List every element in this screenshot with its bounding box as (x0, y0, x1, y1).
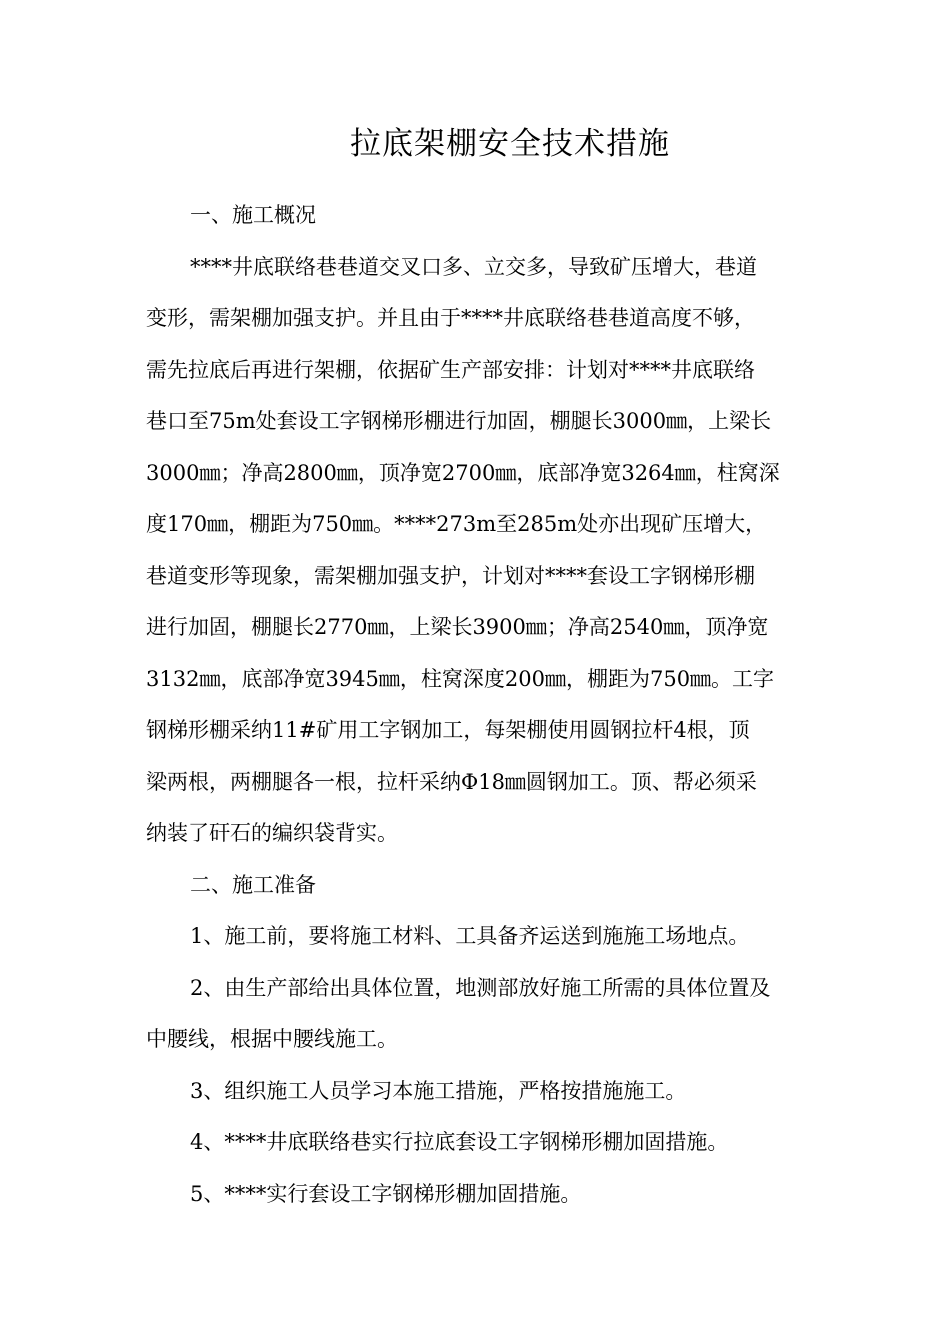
paragraph-line: 3000㎜；净高2800㎜，顶净宽2700㎜，底部净宽3264㎜，柱窝深 (146, 460, 780, 485)
paragraph-line: ****井底联络巷巷道交叉口多、立交多，导致矿压增大，巷道 (190, 254, 757, 279)
list-item: 2、由生产部给出具体位置，地测部放好施工所需的具体位置及 (190, 975, 771, 1000)
paragraph-line: 需先拉底后再进行架棚，依据矿生产部安排：计划对****井底联络 (146, 357, 755, 382)
list-item: 4、****井底联络巷实行拉底套设工字钢梯形棚加固措施。 (190, 1130, 729, 1154)
document-title: 拉底架棚安全技术措施 (350, 126, 670, 162)
paragraph-line: 度170㎜，棚距为750㎜。****273m至285m处亦出现矿压增大， (146, 512, 767, 536)
document-body (146, 190, 814, 1220)
paragraph-line: 巷道变形等现象，需架棚加强支护，计划对****套设工字钢梯形棚 (146, 563, 755, 588)
paragraph-line: 3132㎜，底部净宽3945㎜，柱窝深度200㎜，棚距为750㎜。工字 (146, 666, 775, 691)
paragraph-line: 纳装了矸石的编织袋背实。 (146, 821, 398, 845)
list-item: 1、施工前，要将施工材料、工具备齐运送到施施工场地点。 (190, 924, 750, 948)
section-heading-overview: 一、施工概况 (190, 203, 316, 227)
list-item: 5、****实行套设工字钢梯形棚加固措施。 (190, 1181, 582, 1206)
paragraph-line: 梁两根，两棚腿各一根，拉杆采纳Φ18㎜圆钢加工。顶、帮必须采 (146, 769, 757, 794)
section-heading-preparation: 二、施工准备 (190, 872, 316, 897)
paragraph-line: 进行加固，棚腿长2770㎜，上梁长3900㎜；净高2540㎜，顶净宽 (146, 615, 769, 639)
list-item: 3、组织施工人员学习本施工措施，严格按措施施工。 (190, 1078, 687, 1103)
paragraph-line: 变形，需架棚加强支护。并且由于****井底联络巷巷道高度不够， (146, 306, 755, 330)
paragraph-line: 钢梯形棚采纳11#矿用工字钢加工，每架棚使用圆钢拉杆4根，顶 (146, 718, 750, 742)
list-item-continuation: 中腰线，根据中腰线施工。 (146, 1027, 398, 1051)
paragraph-line: 巷口至75m处套设工字钢梯形棚进行加固，棚腿长3000㎜，上梁长 (146, 409, 772, 433)
